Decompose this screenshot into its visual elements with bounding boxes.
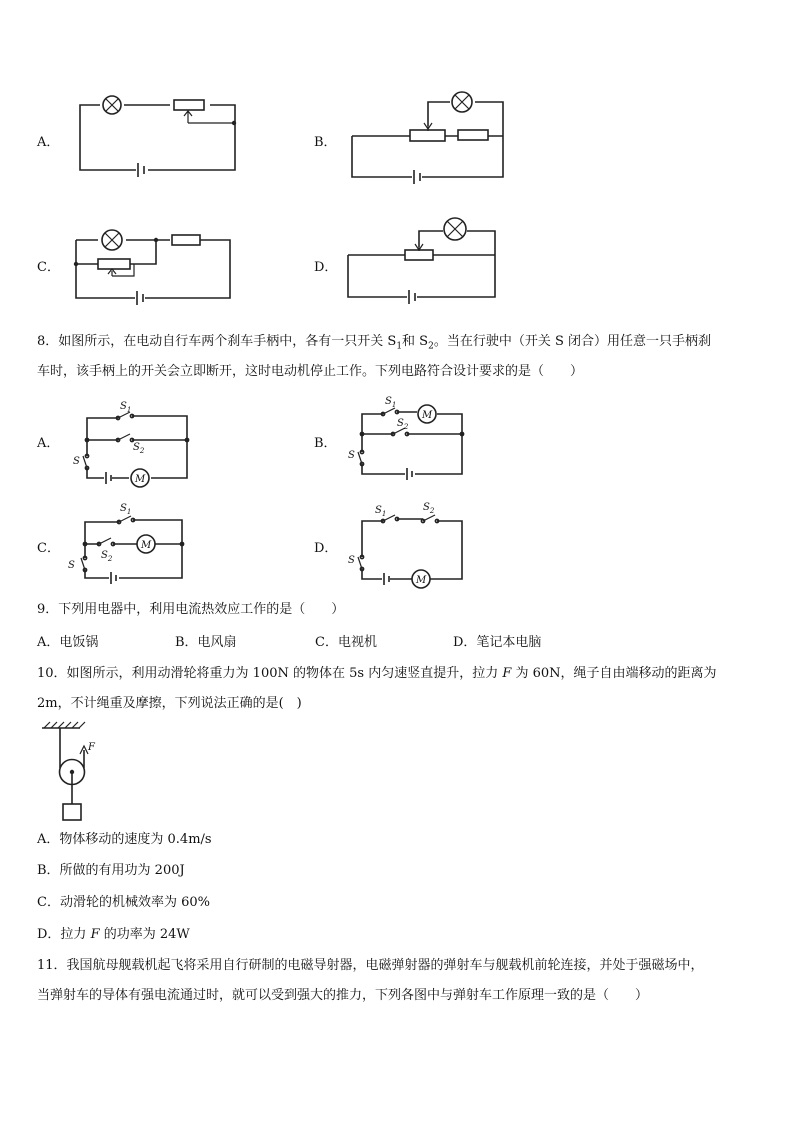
svg-text:S1: $S_1$ — [385, 396, 397, 409]
q11-stem-line-1: 11．我国航母舰载机起飞将采用自行研制的电磁导射器，电磁弹射器的弹射车与舰载机前轮连接，并处于强磁场中， — [37, 958, 704, 973]
svg-text:S: S — [348, 450, 355, 461]
q10-stem-line-1: 10．如图所示，利用动滑轮将重力为 100N 的物体在 5s 内匀速竖直提升，拉力 F 为 60N，绳子自由端移动的距离为 — [37, 666, 717, 681]
q8-circuit-d — [345, 497, 475, 587]
q7-option-a-label: A． — [37, 135, 60, 150]
q8-stem-line-2: 车时，该手柄上的开关会立即断开，这时电动机停止工作。下列电路符合设计要求的是（ ） — [37, 364, 584, 379]
q8-circuit-c — [65, 500, 195, 590]
q9-option-b[interactable]: B．电风扇 — [175, 635, 237, 650]
svg-text:M: M — [141, 540, 152, 551]
q8-a-s-label: S — [73, 456, 80, 467]
svg-text:S2: $S_2$ — [423, 502, 435, 515]
q8-option-c-label: C． — [37, 541, 60, 556]
q8-a-motor-label: M — [135, 474, 146, 485]
svg-text:S1: $S_1$ — [375, 505, 387, 518]
q8-option-a-label: A． — [37, 436, 60, 451]
q10-pulley-diagram — [40, 722, 110, 822]
q7-option-c-label: C． — [37, 260, 60, 275]
q11-stem-line-2: 当弹射车的导体有强电流通过时，就可以受到强大的推力，下列各图中与弹射车工作原理一致的是（ ） — [37, 988, 649, 1003]
svg-text:S: S — [348, 555, 355, 566]
q9-option-c[interactable]: C．电视机 — [315, 635, 377, 650]
q9-option-a[interactable]: A．电饭锅 — [37, 635, 99, 650]
q8-circuit-a — [70, 396, 200, 486]
svg-text:S2: $S_2$ — [397, 418, 409, 431]
q7-option-b-label: B． — [314, 135, 337, 150]
q7-circuit-c — [70, 228, 240, 308]
svg-text:S1: $S_1$ — [120, 503, 132, 516]
q8-option-b-label: B． — [314, 436, 337, 451]
q8-circuit-b — [345, 392, 475, 482]
q10-option-d[interactable]: D．拉力 F 的功率为 24W — [37, 927, 190, 942]
q7-circuit-a — [70, 95, 245, 180]
q8-a-s2-label: $S_2$ — [133, 442, 145, 455]
q8-stem-line-1: 8．如图所示，在电动自行车两个刹车手柄中，各有一只开关 $S_1$和 $S_2$。当在行驶中（开关 S 闭合）用任意一只手柄刹 — [37, 334, 711, 352]
q7-circuit-d — [345, 213, 505, 305]
q9-option-d[interactable]: D．笔记本电脑 — [453, 635, 542, 650]
svg-text:M: M — [422, 410, 433, 421]
q10-option-a[interactable]: A．物体移动的速度为 0.4m/s — [37, 832, 212, 847]
svg-text:M: M — [416, 575, 427, 586]
q10-force-label: F — [88, 742, 95, 753]
q9-stem: 9．下列用电器中，利用电流热效应工作的是（ ） — [37, 602, 345, 617]
q10-option-b[interactable]: B．所做的有用功为 200J — [37, 863, 185, 878]
svg-text:S: S — [68, 560, 75, 571]
svg-text:S2: $S_2$ — [101, 550, 113, 563]
q10-stem-line-2: 2m，不计绳重及摩擦，下列说法正确的是( ) — [37, 696, 302, 711]
q8-option-d-label: D． — [314, 541, 338, 556]
q7-circuit-b — [350, 92, 510, 184]
q10-option-c[interactable]: C．动滑轮的机械效率为 60% — [37, 895, 210, 910]
q7-option-d-label: D． — [314, 260, 338, 275]
q8-a-s1-label: $S_1$ — [120, 401, 132, 414]
